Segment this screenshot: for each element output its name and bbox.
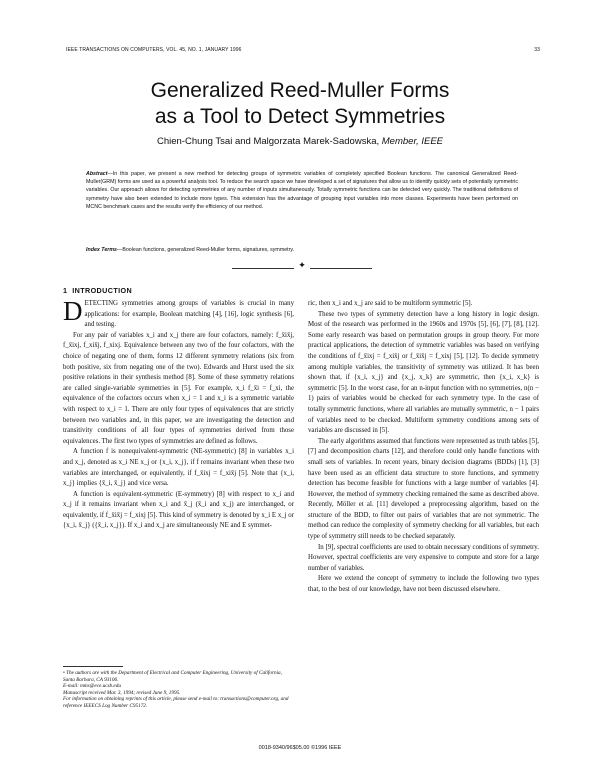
footnote-email: E-mail: mms@ece.ucsb.edu (63, 683, 121, 690)
running-header (66, 47, 540, 53)
index-terms-label: Index Terms (86, 247, 118, 253)
footnote-manuscript: Manuscript received Mar. 3, 1994; revised June 9, 1995. (63, 689, 181, 696)
footnote-rule (63, 666, 123, 667)
author-names: Chien-Chung Tsai and Malgorzata Marek-Sadowska, (156, 136, 382, 147)
paragraph: The early algorithms assumed that functions were represented as truth tables [5], [7] and decomposition charts [12], and therefore could only handle functions with small sets of variables. In recent years, binary decision diagrams (BDDs) [1], [3] have been used as an efficient data structure to store functions, and symmetry detection has become feasible for functions with a large number of variables [4]. However, the method of symmetry checking remained the same as described above. Recently, Möller et al. [11] developed a preprocessing algorithm, based on the structure of the BDD, to filter out pairs of variables that are not symmetric. The method can reduce the complexity of symmetry checking for all variables, but each type of symmetry still needs to be checked separately. (308, 437, 539, 541)
footnote-reprints: For information on obtaining reprints of this article, please send e-mail to: transactions@computer.org, and reference IEEECS Log Number C95172. (63, 696, 289, 709)
journal-name: IEEE TRANSACTIONS ON COMPUTERS, VOL. 45, NO. 1, JANUARY 1996 (66, 47, 242, 53)
section-divider (232, 261, 372, 272)
left-column (63, 296, 294, 532)
paragraph: A function f is nonequivalent-symmetric (NE-symmetric) [8] in variables x_i and x_j, denoted as x_i NE x_j or {x_i, x_j}, if f remains invariant when these two variables are interchanged, or equivalently, if f_x̄ixj = f_xix̄j [5]. Note that {x_i, x_j} implies {x̄_i, x̄_j} and vice versa. (63, 448, 294, 488)
section-number: 1 (63, 286, 68, 295)
author-membership: Member, IEEE (381, 136, 444, 147)
index-terms-text: —Boolean functions, generalized Reed-Muller forms, signatures, symmetry. (117, 247, 295, 253)
title-line-1: Generalized Reed-Muller Forms (150, 79, 450, 102)
page-number: 33 (534, 47, 540, 53)
section-heading (63, 286, 132, 295)
paragraph: For any pair of variables x_i and x_j there are four cofactors, namely: f_x̄ix̄j, f_x̄ixj, f_xix̄j, f_xixj. Equivalence between any two of the four cofactors, with the choice of negating one of them, forms 12 different symmetry relations (six from both positive, six from negating one of the two). Edwards and Hurst used the six positive relations in their synthesis method [8]. Some of these symmetry relations are called single-variable symmetries in [5]. For example, x_i f_x̄i = f_xi, the equivalence of the cofactors occurs when x_i = 1 and x_i is a symmetric variable with respect to x_i = 1. There are only four types of equivalences that are strictly between two variables and, in this paper, we are investigating the detection and transitivity conditions of all four types of symmetries derived from those equivalences. The first two types of symmetries are defined as follows. (63, 331, 294, 445)
abstract-label: Abstract (86, 171, 108, 177)
paragraph: These two types of symmetry detection have a long history in logic design. Most of the research was performed in the 1960s and 1970s [5], [6], [7], [8], [12]. Some early research was based on permutation groups in group theory. For more practical applications, the detection of symmetric variables was based on verifying the conditions of f_x̄ixj = f_xix̄j or f_x̄ix̄j = f_xixj [5], [12]. To decide symmetry among multiple variables, the transitivity of symmetry was utilized. It has been shown that, if {x_i, x_j} and {x_j, x_k} are symmetric, then {x_i, x_k} is symmetric [5]. In the worst case, for an n-input function with no symmetries, n(n − 1) pairs of variables would be checked for each symmetry type. In the case of totally symmetric functions, where all variables are mutually symmetric, n − 1 pairs of variables need to be checked. Multiform symmetry conditions among sets of variables are discussed in [5]. (308, 310, 539, 435)
drop-cap: D (63, 296, 83, 326)
footnote-affiliation: • The authors are with the Department of Electrical and Computer Engineering, University of California, Santa Barbara, CA 93106. (63, 670, 282, 683)
paragraph: Here we extend the concept of symmetry to include the following two types that, to the best of our knowledge, have not been discussed elsewhere. (308, 575, 539, 594)
abstract (86, 170, 518, 211)
paragraph: ric, then x_i and x_j are said to be multiform symmetric [5]. (308, 300, 473, 307)
author-line (60, 136, 540, 147)
paper-title (60, 78, 540, 130)
abstract-text: —In this paper, we present a new method for detecting groups of symmetric variables of completely specified Boolean functions. The canonical Generalized Reed-Muller(GRM) forms are used as a powerful analysis tool. To reduce the search space we have developed a set of signatures that allow us to identify quickly sets of potentially symmetric variables. Our approach allows for detecting symmetries of any number of inputs simultaneously. Totally symmetric functions can be detected very quickly. The traditional definitions of symmetry have also been extended to include more types. This extension has the advantage of grouping input variables into more classes. Experiments have been performed on MCNC benchmark cases and the results verify the efficiency of our method. (86, 171, 518, 210)
footnotes (63, 670, 294, 710)
divider-line-right (310, 268, 372, 269)
paragraph: A function is equivalent-symmetric (E-symmetry) [8] with respect to x_i and x_j if it remains invariant when x_i and x̄_j (x̄_i and x_j) are interchanged, or equivalently, if f_x̄ix̄j = f_xixj [5]. This kind of symmetry is denoted by x_i E x_j or {x_i, x̄_j} ({x̄_i, x_j}). If x_i and x_j are simultaneously NE and E symmet- (63, 490, 294, 530)
copyright-footer: 0018-9340/96$05.00 ©1996 IEEE (258, 745, 342, 751)
right-column (308, 299, 539, 596)
section-title: INTRODUCTION (72, 286, 133, 295)
paragraph: DETECTING symmetries among groups of variables is crucial in many applications: for example, Boolean matching [4], [16], logic synthesis [6], and testing. (63, 296, 294, 329)
divider-line-left (232, 268, 294, 269)
title-line-2: as a Tool to Detect Symmetries (154, 105, 446, 128)
index-terms (86, 246, 518, 254)
paragraph: In [9], spectral coefficients are used to obtain necessary conditions of symmetry. However, spectral coefficients are very expensive to compute and store for a large number of variables. (308, 543, 539, 572)
divider-ornament-icon: ✦ (298, 261, 306, 271)
